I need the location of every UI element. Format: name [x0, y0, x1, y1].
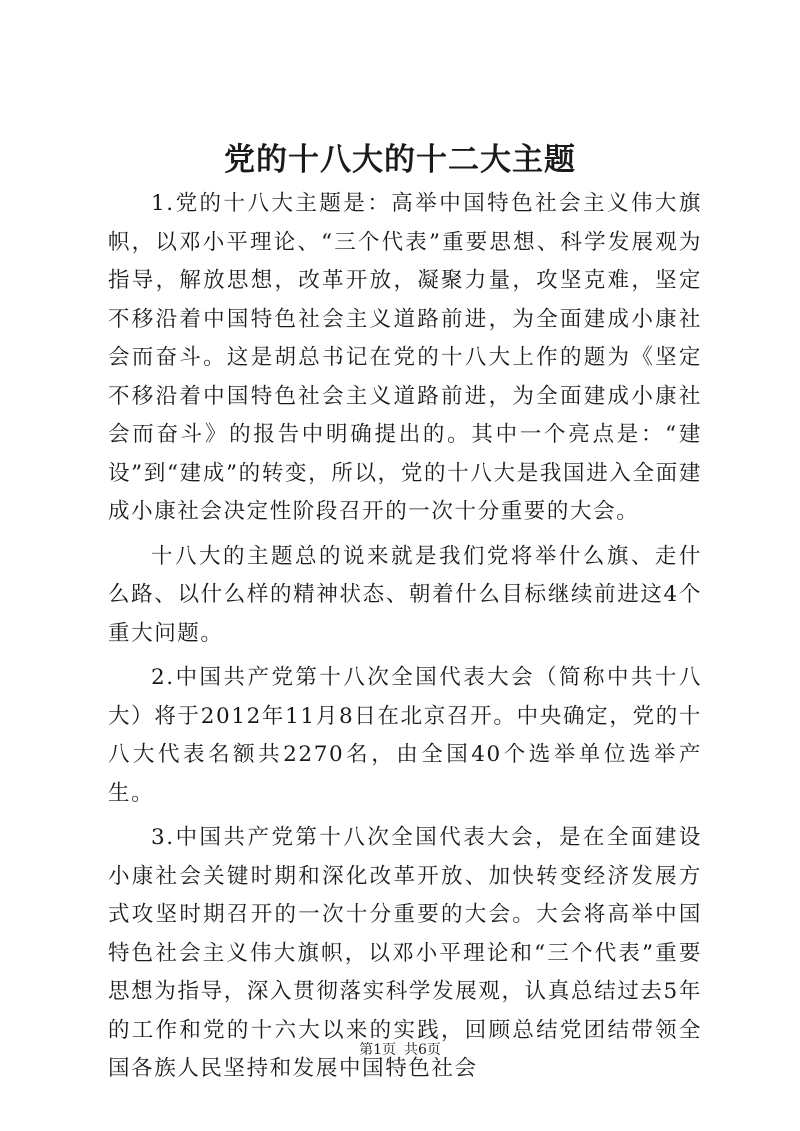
paragraph-1: 1.党的十八大主题是：高举中国特色社会主义伟大旗帜，以邓小平理论、“三个代表”重要思想、科学发展观为指导，解放思想，改革开放，凝聚力量，攻坚克难，坚定不移沿着中国特色社会主义道路前进，为全面建成小康社会而奋斗。这是胡总书记在党的十八大上作的题为《坚定不移沿着中国特色社会主义道路前进，为全面建成小康社会而奋斗》的报告中明确提出的。其中一个亮点是：“建设”到“建成”的转变，所以，党的十八大是我国进入全面建成小康社会决定性阶段召开的一次十分重要的大会。 — [108, 191, 702, 524]
page-total: 共6页 — [404, 1042, 441, 1058]
paragraph-3: 2.中国共产党第十八次全国代表大会（简称中共十八大）将于2012年11月8日在北京召开。中央确定，党的十八大代表名额共2270名，由全国40个选举单位选举产生。 — [108, 665, 702, 806]
document-title: 党的十八大的十二大主题 — [224, 142, 576, 178]
page-footer — [0, 1040, 800, 1060]
paragraph-4: 3.中国共产党第十八次全国代表大会，是在全面建设小康社会关键时期和深化改革开放、加快转变经济发展方式攻坚时期召开的一次十分重要的大会。大会将高举中国特色社会主义伟大旗帜，以邓小平理论和“三个代表”重要思想为指导，深入贯彻落实科学发展观，认真总结过去5年的工作和党的十六大以来的实践，回顾总结党团结带领全国各族人民坚持和发展中国特色社会 — [108, 825, 702, 1081]
paragraph-2: 十八大的主题总的说来就是我们党将举什么旗、走什么路、以什么样的精神状态、朝着什么目标继续前进这4个重大问题。 — [108, 543, 702, 646]
page-number: 第1页 — [359, 1042, 396, 1058]
document-body — [108, 185, 702, 1095]
